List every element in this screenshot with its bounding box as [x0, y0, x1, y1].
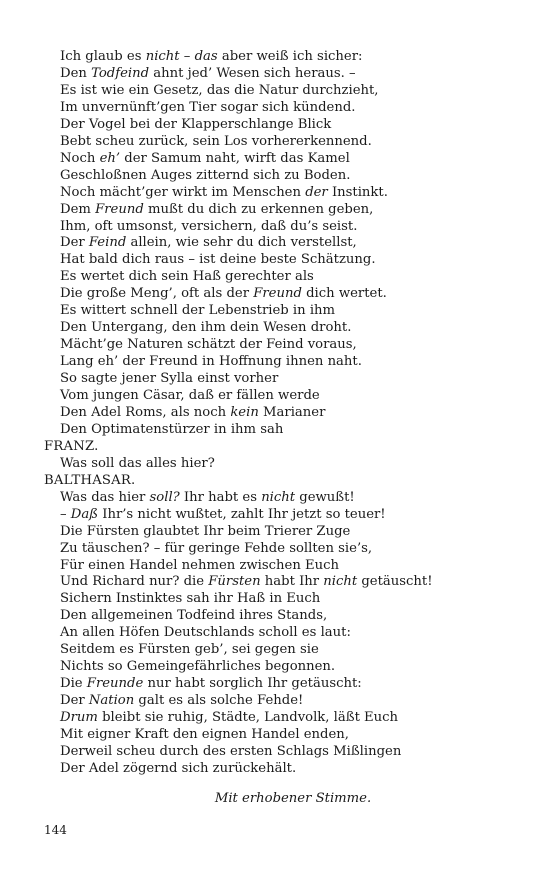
- line-text: bleibt sie ruhig, Städte, Landvolk, läßt Euch: [97, 710, 399, 726]
- verse-line: [60, 251, 376, 268]
- verse-line: [60, 607, 327, 624]
- emphasis-text: eh’: [99, 150, 121, 166]
- verse-line: [60, 150, 350, 167]
- line-text: Geschloßnen Auges zitternd sich zu Boden.: [60, 167, 351, 183]
- emphasis-text: Freunde: [86, 676, 144, 692]
- line-text: Die: [60, 676, 87, 692]
- line-text: –: [60, 506, 71, 522]
- verse-line: [60, 302, 335, 319]
- line-text: Seitdem es Fürsten geb’, sei gegen sie: [60, 642, 319, 658]
- verse-line: [60, 506, 386, 523]
- line-text: Nichts so Gemeingefährliches begonnen.: [60, 659, 336, 675]
- emphasis-text: soll?: [149, 489, 180, 505]
- page-number: 144: [44, 823, 67, 837]
- line-text: Noch: [60, 150, 100, 166]
- verse-line: [60, 201, 373, 218]
- verse-line: [60, 624, 351, 641]
- verse-line: [60, 48, 362, 65]
- verse-line: [60, 82, 379, 99]
- line-text: Sichern Instinktes sah ihr Haß in Euch: [60, 591, 321, 607]
- line-text: Ihr habt es: [179, 489, 262, 505]
- line-text: allein, wie sehr du dich verstellst,: [126, 235, 357, 251]
- line-text: Für einen Handel nehmen zwischen Euch: [60, 557, 340, 573]
- verse-line: [60, 726, 349, 743]
- emphasis-text: Todfeind: [91, 65, 150, 81]
- verse-line: [60, 573, 433, 590]
- verse-line: [60, 523, 350, 540]
- emphasis-text: nicht: [323, 574, 358, 590]
- line-text: Dem: [60, 201, 96, 217]
- verse-line: [60, 370, 278, 387]
- emphasis-text: der: [305, 184, 328, 200]
- verse-line: [60, 455, 215, 472]
- stage-direction: Mit erhobener Stimme.: [214, 791, 372, 806]
- verse-line: [60, 421, 283, 438]
- line-text: Im unvernünft’gen Tier sogar sich kündend.: [60, 99, 356, 115]
- verse-line: [60, 133, 372, 150]
- verse-line: [60, 353, 362, 370]
- line-text: habt Ihr: [260, 574, 324, 590]
- line-text: Der: [60, 235, 89, 251]
- line-text: Was das hier: [60, 489, 150, 505]
- line-text: Der Vogel bei der Klapperschlange Blick: [60, 116, 332, 132]
- line-text: FRANZ.: [44, 438, 99, 454]
- verse-line: [60, 743, 401, 760]
- line-text: –: [179, 49, 195, 64]
- line-text: Bebt scheu zurück, sein Los vorhererkennend.: [60, 133, 372, 149]
- line-text: Der: [60, 693, 89, 709]
- verse-line: [60, 557, 339, 574]
- line-text: Es ist wie ein Gesetz, das die Natur durchzieht,: [60, 82, 379, 98]
- verse-line: [60, 709, 398, 726]
- line-text: Mit eigner Kraft den eignen Handel enden,: [60, 727, 349, 742]
- verse-line: [60, 658, 335, 675]
- verse-line: [60, 540, 372, 557]
- speaker-name: [44, 438, 98, 455]
- verse-line: [60, 489, 355, 506]
- line-text: So sagte jener Sylla einst vorher: [60, 371, 279, 387]
- line-text: Ihr’s nicht wußtet, zahlt Ihr jetzt so teuer!: [98, 506, 386, 522]
- line-text: Es wertet dich sein Haß gerechter als: [60, 269, 314, 285]
- line-text: Es wittert schnell der Lebenstrieb in ihm: [60, 303, 336, 319]
- line-text: BALTHASAR.: [44, 472, 136, 488]
- line-text: Was soll das alles hier?: [60, 455, 215, 471]
- verse-line: [60, 675, 362, 692]
- emphasis-text: das: [194, 49, 218, 64]
- line-text: Den: [60, 65, 92, 81]
- verse-line: [60, 218, 357, 235]
- emphasis-text: Drum: [60, 710, 98, 726]
- verse-line: [60, 641, 319, 658]
- line-text: Ihm, oft umsonst, versichern, daß du’s seist.: [60, 218, 358, 234]
- verse-line: [60, 319, 351, 336]
- emphasis-text: Nation: [88, 693, 135, 709]
- verse-line: [60, 116, 331, 133]
- line-text: Den Optimatenstürzer in ihm sah: [60, 421, 284, 437]
- line-text: aber weiß ich sicher:: [217, 49, 363, 64]
- emphasis-text: nicht: [145, 49, 180, 64]
- line-text: Hat bald dich raus – ist deine beste Schätzung.: [60, 252, 376, 268]
- verse-line: [60, 404, 325, 421]
- line-text: Die große Meng’, oft als der: [60, 286, 254, 302]
- emphasis-text: Fürsten: [208, 574, 261, 590]
- emphasis-text: Freund: [95, 201, 144, 217]
- line-text: Die Fürsten glaubtet Ihr beim Trierer Zuge: [60, 523, 351, 539]
- verse-line: [60, 760, 296, 777]
- speaker-name: [44, 472, 135, 489]
- verse-line: [60, 285, 387, 302]
- emphasis-text: Daß: [70, 506, 99, 522]
- line-text: Den Untergang, den ihm dein Wesen droht.: [60, 320, 352, 336]
- verse-line: [60, 692, 303, 709]
- line-text: Marianer: [258, 404, 326, 420]
- line-text: Derweil scheu durch des ersten Schlags Mißlingen: [60, 743, 402, 759]
- line-text: dich wertet.: [301, 286, 387, 302]
- line-text: gewußt!: [295, 489, 355, 505]
- emphasis-text: Freund: [253, 286, 302, 302]
- verse-line: [60, 268, 314, 285]
- line-text: Noch mächt’ger wirkt im Menschen: [60, 184, 306, 200]
- line-text: mußt du dich zu erkennen geben,: [143, 201, 374, 217]
- line-text: Lang eh’ der Freund in Hoffnung ihnen naht.: [60, 354, 362, 370]
- line-text: Vom jungen Cäsar, daß er fällen werde: [60, 388, 320, 403]
- verse-line: [60, 65, 356, 82]
- line-text: Der Adel zögernd sich zurückehält.: [60, 760, 297, 776]
- verse-line: [60, 234, 357, 251]
- emphasis-text: nicht: [261, 489, 296, 505]
- emphasis-text: Feind: [88, 235, 127, 251]
- emphasis-text: kein: [230, 404, 259, 420]
- line-text: Mächt’ge Naturen schätzt der Feind voraus,: [60, 337, 357, 353]
- line-text: An allen Höfen Deutschlands scholl es laut:: [60, 625, 351, 641]
- verse-line: [60, 167, 350, 184]
- line-text: der Samum naht, wirft das Kamel: [120, 150, 350, 166]
- verse-line: [60, 184, 388, 201]
- line-text: Zu täuschen? – für geringe Fehde sollten sie’s,: [60, 540, 373, 556]
- line-text: nur habt sorglich Ihr getäuscht:: [143, 676, 362, 692]
- line-text: Den allgemeinen Todfeind ihres Stands,: [60, 608, 328, 624]
- verse-line: [60, 336, 357, 353]
- line-text: getäuscht!: [357, 574, 433, 590]
- line-text: ahnt jed’ Wesen sich heraus. –: [149, 65, 356, 81]
- line-text: Und Richard nur? die: [60, 574, 209, 590]
- verse-line: [60, 387, 320, 404]
- line-text: Den Adel Roms, als noch: [60, 404, 231, 420]
- line-text: galt es als solche Fehde!: [134, 693, 304, 709]
- line-text: Instinkt.: [327, 184, 388, 200]
- verse-line: [60, 99, 355, 116]
- line-text: Ich glaub es: [60, 49, 146, 64]
- verse-line: [60, 590, 320, 607]
